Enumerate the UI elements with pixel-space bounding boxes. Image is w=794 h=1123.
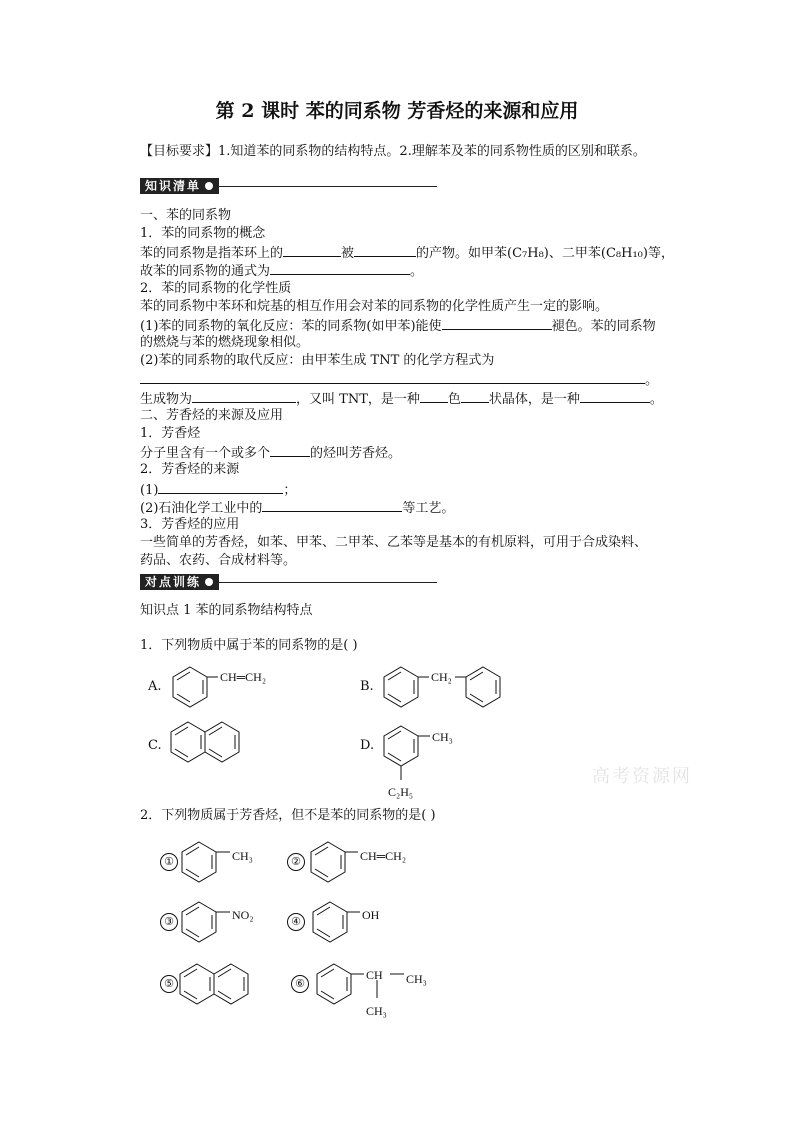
formula-label: CH═CH₂	[360, 849, 407, 863]
text-line: 药品、农药、合成材料等。	[140, 553, 297, 568]
item-number-1: ①	[160, 853, 178, 871]
formula-label: CH═CH₂	[220, 670, 267, 684]
styrene-structure-icon	[173, 667, 218, 707]
knowledge-point-title: 知识点 1 苯的同系物结构特点	[140, 603, 313, 618]
heading-s2-1: 1．芳香烃	[140, 426, 201, 441]
toluene-structure-icon	[182, 842, 230, 882]
naphthalene-structure-icon	[171, 722, 239, 762]
text: (1)	[140, 483, 159, 498]
naphthalene-structure-icon	[180, 964, 248, 1004]
text: 的烃叫芳香烃。	[310, 446, 402, 461]
text-line: 的燃烧与苯的燃烧现象相似。	[140, 335, 310, 350]
text-line: 一些简单的芳香烃，如苯、甲苯、二甲苯、乙苯等是基本的有机原料，可用于合成染料、	[140, 535, 648, 550]
formula-label: CH₃	[432, 730, 453, 744]
cumene-structure-icon	[317, 964, 404, 1004]
phenol-structure-icon	[313, 902, 360, 942]
text: (2)石油化学工业中的	[140, 501, 263, 516]
option-d-label: D.	[360, 738, 375, 753]
ethylmethylbenzene-structure-icon	[384, 726, 430, 780]
formula-label: CH	[366, 968, 383, 982]
text: 褪色。苯的同系物	[551, 319, 656, 334]
option-a-label: A.	[148, 679, 162, 694]
text: 。	[410, 264, 424, 279]
text: 状晶体，是一种	[488, 392, 580, 407]
text: (1)苯的同系物的氧化反应：苯的同系物(如甲苯)能使	[140, 319, 442, 334]
formula-label: CH₃	[366, 1004, 387, 1018]
heading-s2-2: 2．芳香烃的来源	[140, 462, 240, 477]
nitrobenzene-structure-icon	[182, 902, 230, 942]
question-2: 2．下列物质属于芳香烃，但不是苯的同系物的是( )	[140, 808, 436, 823]
heading-s2-3: 3．芳香烃的应用	[140, 517, 240, 532]
item-number-3: ③	[160, 913, 178, 931]
styrene-structure-icon	[311, 842, 358, 882]
question-1: 1．下列物质中属于苯的同系物的是( )	[140, 638, 358, 653]
page-title: 第 2 课时 苯的同系物 芳香烃的来源和应用	[215, 100, 579, 122]
text: 苯的同系物是指苯环上的	[140, 246, 284, 261]
formula-label: C₂H₅	[388, 785, 414, 799]
text: 等工艺。	[402, 501, 455, 516]
option-b-label: B.	[360, 679, 374, 694]
text: 故苯的同系物的通式为	[140, 264, 271, 279]
watermark: 高考资源网	[592, 766, 692, 787]
heading-s1-1: 1．苯的同系物的概念	[140, 226, 266, 241]
item-number-4: ④	[287, 913, 305, 931]
text: ，又叫 TNT，是一种	[296, 392, 420, 407]
item-number-6: ⑥	[291, 975, 309, 993]
goal-label: 【目标要求】	[140, 144, 219, 159]
formula-label: CH₂	[431, 670, 452, 684]
text: 生成物为	[140, 392, 193, 407]
heading-s1-2: 2．苯的同系物的化学性质	[140, 281, 292, 296]
text-line: (2)苯的同系物的取代反应：由甲苯生成 TNT 的化学方程式为	[140, 353, 495, 368]
text: 被	[341, 246, 355, 261]
text: 分子里含有一个或多个	[140, 446, 271, 461]
section-knowledge-title: 知识清单	[145, 179, 202, 193]
formula-label: OH	[362, 908, 380, 922]
heading-s2: 二、芳香烃的来源及应用	[140, 408, 284, 423]
text: 。	[649, 392, 663, 407]
text: 色	[447, 392, 461, 407]
option-c-label: C.	[148, 738, 162, 753]
text: 。	[645, 373, 659, 388]
heading-s1: 一、苯的同系物	[140, 208, 232, 223]
item-number-5: ⑤	[160, 975, 178, 993]
formula-label: NO₂	[232, 908, 254, 922]
formula-label: CH₃	[406, 972, 427, 986]
section-practice-title: 对点训练	[145, 575, 202, 589]
text: ；	[283, 483, 297, 498]
item-number-2: ②	[287, 853, 305, 871]
goal-text: 1.知道苯的同系物的结构特点。2.理解苯及苯的同系物性质的区别和联系。	[218, 144, 646, 159]
text-line: 苯的同系物中苯环和烷基的相互作用会对苯的同系物的化学性质产生一定的影响。	[140, 299, 609, 314]
text: 的产物。如甲苯(C₇H₈)、二甲苯(C₈H₁₀)等，	[416, 246, 674, 261]
formula-label: CH₃	[232, 849, 253, 863]
